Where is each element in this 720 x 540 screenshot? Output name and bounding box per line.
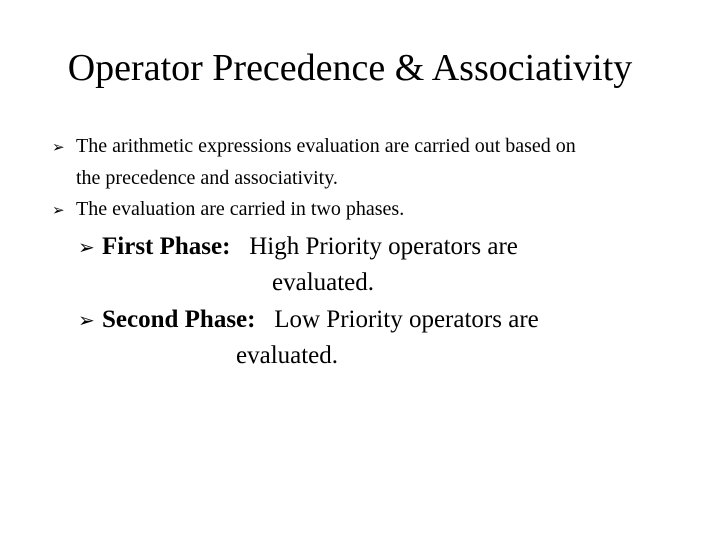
bullet-text: The evaluation are carried in two phases.	[76, 198, 405, 220]
phase-text: Low Priority operators are	[274, 306, 539, 333]
phase-text-continuation: evaluated.	[272, 269, 375, 296]
phase-name: First Phase:	[102, 233, 231, 260]
phase-item-first	[78, 229, 518, 301]
phase-text: High Priority operators are	[249, 233, 518, 260]
arrow-bullet-icon: ➢	[52, 201, 65, 219]
phase-name: Second Phase:	[102, 306, 256, 333]
bullet-item	[52, 131, 576, 194]
arrow-bullet-icon: ➢	[78, 308, 95, 332]
arrow-bullet-icon: ➢	[52, 138, 65, 156]
bullet-text-continuation: the precedence and associativity.	[76, 167, 338, 189]
bullet-item	[52, 194, 404, 226]
slide-title: Operator Precedence & Associativity	[67, 47, 633, 89]
arrow-bullet-icon: ➢	[78, 235, 95, 259]
phase-item-second	[78, 302, 539, 374]
phase-text-continuation: evaluated.	[236, 342, 339, 369]
bullet-text: The arithmetic expressions evaluation are carried out based on	[76, 135, 576, 157]
